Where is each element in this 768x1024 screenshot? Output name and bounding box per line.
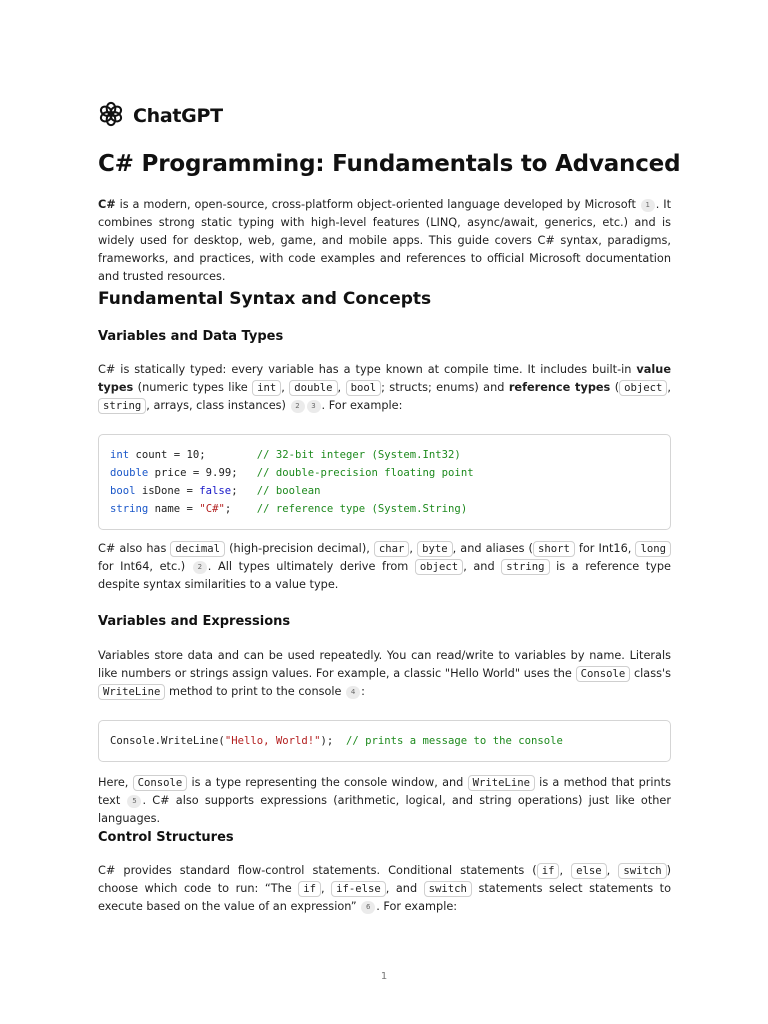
code-block-hello-world xyxy=(98,720,671,762)
inline-code: WriteLine xyxy=(98,684,165,700)
text: statements select statements to execute based on the value of an expression” xyxy=(98,882,671,913)
inline-code: WriteLine xyxy=(468,775,535,791)
inline-code: Console xyxy=(133,775,188,791)
subsection-control-structures xyxy=(98,830,671,845)
intro-bold: C# xyxy=(98,198,116,211)
text: . For example: xyxy=(376,900,458,913)
subsection-heading: Control Structures xyxy=(98,830,234,845)
inline-code: if xyxy=(537,863,560,879)
inline-code: double xyxy=(289,380,337,396)
text: , and aliases ( xyxy=(452,542,533,555)
text: , arrays, class instances) xyxy=(146,399,290,412)
text: . For example: xyxy=(321,399,403,412)
section-heading: Fundamental Syntax and Concepts xyxy=(98,289,432,309)
code-line: int count = 10; // 32-bit integer (System.Int32) xyxy=(110,449,461,461)
text: is a reference type despite syntax similarities to a value type. xyxy=(98,560,671,591)
text: . C# also supports expressions (arithmetic, logical, and string operations) just like other languages. xyxy=(98,794,672,825)
inline-code: bool xyxy=(346,380,382,396)
inline-code: string xyxy=(98,398,146,414)
inline-code: int xyxy=(252,380,281,396)
vex-paragraph-1 xyxy=(98,647,671,701)
text: , xyxy=(606,864,619,877)
brand-name: ChatGPT xyxy=(133,105,223,127)
citation-badge[interactable]: 2 xyxy=(291,400,305,413)
citation-badge[interactable]: 6 xyxy=(361,901,375,914)
citation-badge[interactable]: 1 xyxy=(641,199,655,212)
text: C# also has xyxy=(98,542,171,555)
text: (numeric types like xyxy=(133,381,253,394)
ctrl-paragraph-1 xyxy=(98,862,671,916)
citation-badge[interactable]: 4 xyxy=(346,686,360,699)
text: is a method that prints text xyxy=(98,776,671,807)
text: ; structs; enums) and xyxy=(381,381,509,394)
code-line: double price = 9.99; // double-precision floating point xyxy=(110,467,474,479)
inline-code: byte xyxy=(417,541,453,557)
section-heading-fundamentals xyxy=(98,289,671,309)
text: , xyxy=(337,381,346,394)
citation-badge[interactable]: 5 xyxy=(127,795,141,808)
text: , xyxy=(281,381,290,394)
code-block-variables xyxy=(98,434,671,530)
inline-code: string xyxy=(501,559,549,575)
intro-text: . It combines strong static typing with high-level features (LINQ, async/await, generics, etc.) and is widely used for desktop, web, game, and mobile apps. This guide covers C# syntax, paradigms, frameworks, and practices, with code examples and references to official Microsoft documentation and trusted resources. xyxy=(98,198,671,283)
text: Variables store data and can be used repeatedly. You can read/write to variables by name. Literals like numbers or strings assign values. For example, a classic "Hello World" uses the xyxy=(98,649,671,680)
text: , and xyxy=(385,882,424,895)
code-line: string name = "C#"; // reference type (System.String) xyxy=(110,503,468,515)
citation-badge[interactable]: 2 xyxy=(193,561,207,574)
text: , xyxy=(409,542,418,555)
subsection-heading: Variables and Data Types xyxy=(98,329,284,344)
subsection-heading: Variables and Expressions xyxy=(98,614,291,629)
page-number: 1 xyxy=(380,971,388,982)
bold-term: value types xyxy=(98,363,671,394)
subsection-variables-expressions xyxy=(98,614,671,629)
text: , xyxy=(559,864,572,877)
text: , and xyxy=(463,560,502,573)
text: ( xyxy=(610,381,620,394)
text: is a type representing the console window, and xyxy=(187,776,468,789)
text: , xyxy=(667,381,671,394)
vdt-paragraph-1 xyxy=(98,361,671,415)
inline-code: long xyxy=(635,541,671,557)
intro-text: is a modern, open-source, cross-platform object-oriented language developed by Microsoft xyxy=(115,198,640,211)
text: C# is statically typed: every variable has a type known at compile time. It includes built-in xyxy=(98,363,637,376)
vdt-paragraph-2 xyxy=(98,540,671,594)
text: : xyxy=(361,685,365,698)
code-line: bool isDone = false; // boolean xyxy=(110,485,321,497)
inline-code: switch xyxy=(424,881,472,897)
inline-code: if xyxy=(298,881,321,897)
text: class's xyxy=(630,667,671,680)
text: ) choose which code to run: “The xyxy=(98,864,672,895)
text: for Int64, etc.) xyxy=(98,560,192,573)
inline-code: short xyxy=(533,541,575,557)
inline-code: decimal xyxy=(170,541,225,557)
inline-code: Console xyxy=(576,666,631,682)
text: Here, xyxy=(98,776,133,789)
text: , xyxy=(321,882,332,895)
text: method to print to the console xyxy=(165,685,346,698)
citation-badge[interactable]: 3 xyxy=(307,400,321,413)
inline-code: object xyxy=(619,380,667,396)
page-title: C# Programming: Fundamentals to Advanced xyxy=(98,151,681,177)
text: . All types ultimately derive from xyxy=(207,560,415,573)
intro-paragraph xyxy=(98,196,671,286)
bold-term: reference types xyxy=(508,381,611,394)
subsection-variables-data-types xyxy=(98,329,671,344)
code-line: Console.WriteLine("Hello, World!"); // prints a message to the console xyxy=(110,735,563,747)
brand-header xyxy=(98,101,223,131)
inline-code: else xyxy=(571,863,607,879)
text: C# provides standard flow-control statements. Conditional statements ( xyxy=(98,864,537,877)
inline-code: char xyxy=(374,541,410,557)
inline-code: switch xyxy=(618,863,666,879)
openai-logo-icon xyxy=(98,101,124,131)
vex-paragraph-2 xyxy=(98,774,671,828)
text: (high-precision decimal), xyxy=(225,542,374,555)
text: for Int16, xyxy=(574,542,636,555)
inline-code: if-else xyxy=(331,881,386,897)
inline-code: object xyxy=(415,559,463,575)
